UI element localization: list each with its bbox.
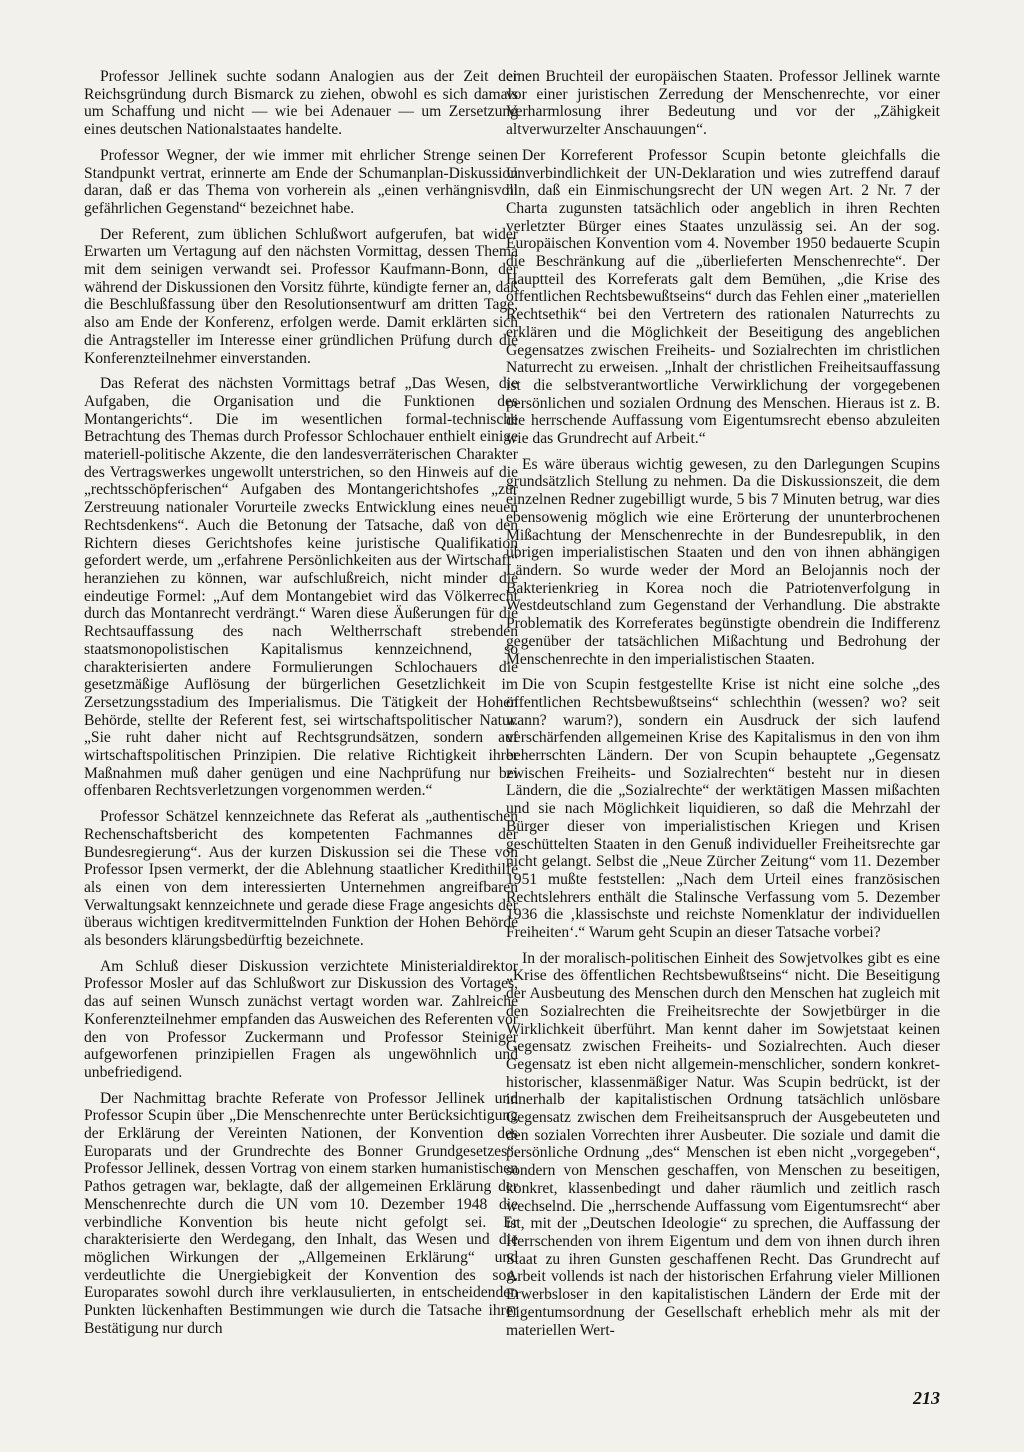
paragraph: Am Schluß dieser Diskussion verzichtete Ministerialdirektor Professor Mosler auf das Schlußwort zur Diskussion des Vortages, das auf seinen Wunsch zunächst vertagt worden war. Zahlreiche Konferenzteilnehmer empfanden das Ausweichen des Referenten vor den von Professor Zuckermann und Professor Steiniger aufgeworfenen prinzipiellen Fragen als ungewöhnlich und unbefriedigend. xyxy=(84,957,518,1081)
paragraph: Der Referent, zum üblichen Schlußwort aufgerufen, bat wider Erwarten um Vertagung auf den nächsten Vormittag, dessen Thema mit dem seinigen verwandt sei. Professor Kaufmann-Bonn, der während der Diskussionen den Vorsitz führte, kündigte ferner an, daß die Beschlußfassung über den Resolutionsentwurf am dritten Tage, also am Ende der Konferenz, erfolgen werde. Damit erklärten sich die Antragsteller im Interesse einer gründlichen Prüfung durch die Konferenzteilnehmer einverstanden. xyxy=(84,225,518,367)
paragraph: In der moralisch-politischen Einheit des Sowjetvolkes gibt es eine „Krise des öffentlichen Rechtsbewußtseins“ nicht. Die Beseitigung der Ausbeutung des Menschen durch den Menschen hat zugleich mit den Sozialrechten die Freiheitsrechte der Sowjetbürger in die Wirklichkeit überführt. Man kennt daher im Sowjetstaat keinen Gegensatz zwischen Freiheits- und Sozialrechten. Auch dieser Gegensatz ist eben nicht allgemein-menschlicher, sondern konkret-historischer, klassenmäßiger Natur. Was Scupin bedrückt, ist der innerhalb der kapitalistischen Ordnung tatsächlich unlösbare Gegensatz zwischen dem Freiheitsanspruch der Ausgebeuteten und den sozialen Vorrechten ihrer Ausbeuter. Die soziale und damit die persönliche Ordnung „des“ Menschen ist eben nicht „vorgegeben“, sondern von Menschen geschaffen, von Menschen zu beseitigen, konkret, klassenbedingt und daher räumlich und zeitlich rasch wechselnd. Die „herrschende Auffassung vom Eigentumsrecht“ aber ist, mit der „Deutschen Ideologie“ zu sprechen, die Auffassung der Herrschenden von ihrem Eigentum und dem von ihnen durch ihren Staat zu ihren Gunsten geschaffenen Recht. Das Grundrecht auf Arbeit vollends ist nach der historischen Erfahrung vieler Millionen Erwerbsloser in den kapitalistischen Ländern der Erde mit der Eigentumsordnung der Gesellschaft erheblich mehr als mit der materiellen Wert- xyxy=(506,949,940,1339)
paragraph: Das Referat des nächsten Vormittags betraf „Das Wesen, die Aufgaben, die Organisation und die Funktionen des Montangerichts“. Die im wesentlichen formal-technische Betrachtung des Themas durch Professor Schlochauer enthielt einige materiell-politische Akzente, die den landesverräterischen Charakter des Vertragswerkes ungewollt unterstrichen, so den Hinweis auf die „rechtsschöpferischen“ Aufgaben des Montangerichtshofes „zur Zerstreuung nationaler Vorurteile zwecks Entwicklung eines neuen Rechtsdenkens“. Auch die Betonung der Tatsache, daß von den Richtern dieses Gerichtshofes keine juristische Qualifikation gefordert werde, um „erfahrene Persönlichkeiten aus der Wirtschaft“ heranziehen zu können, war aufschlußreich, nicht minder die eindeutige Formel: „Auf dem Montangebiet wird das Völkerrecht durch das Montanrecht verdrängt.“ Waren diese Äußerungen für die Rechtsauffassung des nach Weltherrschaft strebenden staatsmonopolistischen Kapitalismus kennzeichnend, so charakterisierten andere Formulierungen Schlochauers die gesetzmäßige Auflösung der bürgerlichen Gesetzlichkeit im Zersetzungsstadium des Imperialismus. Die Tätigkeit der Hohen Behörde, stellte der Referent fest, sei wirtschaftspolitischer Natur. „Sie ruht daher nicht auf Rechtsgrundsätzen, sondern auf wirtschaftspolitischen Prinzipien. Die relative Richtigkeit ihrer Maßnahmen muß daher genügen und eine Nachprüfung nur bei offenbaren Rechtsverletzungen vorgenommen werden.“ xyxy=(84,375,518,800)
left-column xyxy=(84,68,518,1346)
right-column xyxy=(506,68,940,1347)
paragraph: Der Nachmittag brachte Referate von Professor Jellinek und Professor Scupin über „Die Menschenrechte unter Berücksichtigung der Erklärung der Vereinten Nationen, der Konvention des Europarats und der Grundrechte des Bonner Grundgesetzes“. Professor Jellinek, dessen Vortrag von einem starken humanistischen Pathos getragen war, beklagte, daß der allgemeinen Erklärung der Menschenrechte durch die UN vom 10. Dezember 1948 die verbindliche Konvention bis heute nicht gefolgt sei. Er charakterisierte den Werdegang, den Inhalt, das Wesen und die möglichen Wirkungen der „Allgemeinen Erklärung“ und verdeutlichte die Unergiebigkeit der Konvention des sog. Europarates sowohl durch ihre verklausulierten, in entscheidenden Punkten lückenhaften Bestimmungen wie durch die Tatsache ihrer Bestätigung nur durch xyxy=(84,1089,518,1337)
paragraph: Professor Schätzel kennzeichnete das Referat als „authentischen Rechenschaftsbericht des kompetenten Fachmannes der Bundesregierung“. Aus der kurzen Diskussion sei die These von Professor Ipsen vermerkt, der die Ablehnung staatlicher Kredithilfe als einen von dem interessierten Unternehmen angreifbaren Verwaltungsakt kennzeichnete und gerade diese Frage angesichts der überaus wichtigen kreditvermittelnden Funktion der Hohen Behörde als besonders klärungsbedürftig bezeichnete. xyxy=(84,808,518,950)
paragraph: Die von Scupin festgestellte Krise ist nicht eine solche „des öffentlichen Rechtsbewußtseins“ schlechthin (wessen? wo? seit wann? warum?), sondern ein Ausdruck der sich laufend verschärfenden allgemeinen Krise des Kapitalismus in den von ihm beherrschten Ländern. Der von Scupin behauptete „Gegensatz zwischen Freiheits- und Sozialrechten“ besteht nur in diesen Ländern, die die „Sozialrechte“ der werktätigen Massen mißachten und sie nach Möglichkeit liquidieren, so daß die Mehrzahl der Bürger dieser von imperialistischen Kriegen und Krisen geschüttelten Staaten in den Genuß individueller Freiheitsrechte gar nicht gelangt. Selbst die „Neue Zürcher Zeitung“ vom 11. Dezember 1951 mußte feststellen: „Nach dem Urteil eines französischen Rechtslehrers enthält die Stalinsche Verfassung vom 5. Dezember 1936 die ‚klassischste und reichste Nomenklatur der individuellen Freiheiten‘.“ Warum geht Scupin an dieser Tatsache vorbei? xyxy=(506,676,940,942)
page-number: 213 xyxy=(913,1388,940,1408)
paragraph-continued: einen Bruchteil der europäischen Staaten. Professor Jellinek warnte vor einer juristischen Zerredung der Menschenrechte, vor einer Verharmlosung ihrer Bedeutung und vor der „Zähigkeit altverwurzelter Anschauungen“. xyxy=(506,68,940,139)
paragraph: Der Korreferent Professor Scupin betonte gleichfalls die Unverbindlichkeit der UN-Deklaration und wies zutreffend darauf hin, daß ein Einmischungsrecht der UN wegen Art. 2 Nr. 7 der Charta zugunsten tatsächlich oder angeblich in ihren Rechten verletzter Bürger eines Staates unzulässig sei. An der sog. Europäischen Konvention vom 4. November 1950 bedauerte Scupin die Beschränkung auf die „überlieferten Menschenrechte“. Der Hauptteil des Korreferats galt dem Bemühen, „die Krise des öffentlichen Rechtsbewußtseins“ durch das Fehlen einer „materiellen Rechtsethik“ bei den Vertretern des rationalen Naturrechts zu erklären und die Möglichkeit der Beseitigung des angeblichen Gegensatzes zwischen Freiheits- und Sozialrechten im christlichen Naturrecht zu erweisen. „Inhalt der christlichen Freiheitsauffassung ist die selbstverantwortliche Verwirklichung der vorgegebenen persönlichen und sozialen Ordnung des Menschen. Hieraus ist z. B. die herrschende Auffassung vom Eigentumsrecht ebenso abzuleiten wie das Grundrecht auf Arbeit.“ xyxy=(506,146,940,448)
paragraph: Professor Wegner, der wie immer mit ehrlicher Strenge seinen Standpunkt vertrat, erinnerte am Ende der Schumanplan-Diskussion daran, daß er das Thema von vorherein als „einen verhängnisvoll gefährlichen Gegenstand“ bezeichnet habe. xyxy=(84,146,518,217)
paragraph: Es wäre überaus wichtig gewesen, zu den Darlegungen Scupins grundsätzlich Stellung zu nehmen. Da die Diskussionszeit, die dem einzelnen Redner zugebilligt wurde, 5 bis 7 Minuten betrug, war dies ebensowenig möglich wie eine Erörterung der ununterbrochenen Mißachtung der Menschenrechte in der Bundesrepublik, in den übrigen imperialistischen Staaten und den von ihnen abhängigen Ländern. So wurde weder der Mord an Belojannis noch der Bakterienkrieg in Korea noch die Patriotenverfolgung in Westdeutschland zum Gegenstand der Verhandlung. Die abstrakte Problematik des Korreferates begünstigte obendrein die Indifferenz gegenüber der tatsächlichen Mißachtung und Bedrohung der Menschenrechte in den imperialistischen Staaten. xyxy=(506,455,940,668)
paragraph: Professor Jellinek suchte sodann Analogien aus der Zeit der Reichsgründung durch Bismarck zu ziehen, obwohl es sich damals um Schaffung und nicht — wie bei Adenauer — um Zersetzung eines deutschen Nationalstaates handelte. xyxy=(84,68,518,139)
